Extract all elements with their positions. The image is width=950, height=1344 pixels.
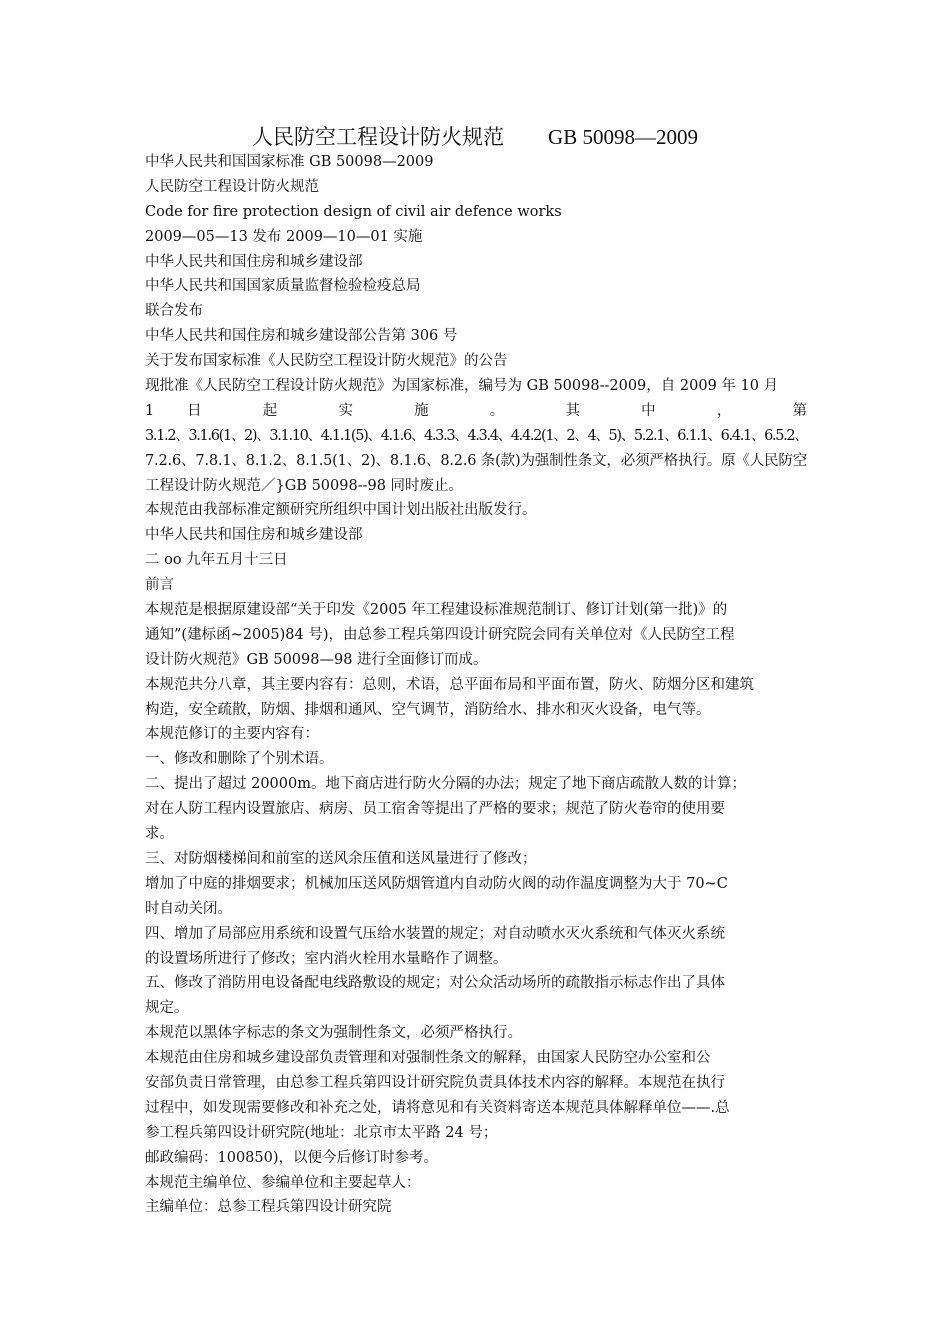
text-line: 本规范由住房和城乡建设部负责管理和对强制性条文的解释，由国家人民防空办公室和公 xyxy=(145,1050,711,1067)
document-body xyxy=(145,150,807,1220)
text-line: 二、提出了超过 20000m。地下商店进行防火分隔的办法；规定了地下商店疏散人数的计算； xyxy=(145,776,746,793)
text-line: 过程中，如发现需要修改和补充之处，请将意见和有关资料寄送本规范具体解释单位——.总 xyxy=(145,1099,730,1116)
text-line: 人民防空工程设计防火规范 xyxy=(145,178,319,195)
text-line: 本规范由我部标准定额研究所组织中国计划出版社出版发行。 xyxy=(145,502,537,519)
text-line: 7.2.6、7.8.1、8.1.2、8.1.5(1、2)、8.1.6、8.2.6 条(款)为强制性条文，必须严格执行。原《人民防空 xyxy=(145,452,807,469)
text-line: 中华人民共和国住房和城乡建设部 xyxy=(145,253,363,270)
text-line: 本规范以黑体字标志的条文为强制性条文，必须严格执行。 xyxy=(145,1025,522,1042)
title-standard-code: GB 50098—2009 xyxy=(548,125,698,149)
text-line: 中华人民共和国住房和城乡建设部 xyxy=(145,527,363,544)
text-line: 本规范主编单位、参编单位和主要起草人： xyxy=(145,1174,421,1191)
text-line: 三、对防烟楼梯间和前室的送风余压值和送风量进行了修改； xyxy=(145,850,537,867)
text-line: 参工程兵第四设计研究院(地址：北京市太平路 24 号； xyxy=(145,1124,498,1141)
text-line: 时自动关闭。 xyxy=(145,900,232,917)
text-line: 通知”(建标函~2005)84 号)，由总参工程兵第四设计研究院会同有关单位对《人民防空工程 xyxy=(145,626,735,643)
text-line: 设计防火规范》GB 50098—98 进行全面修订而成。 xyxy=(145,651,488,668)
text-line: 安部负责日常管理，由总参工程兵第四设计研究院负责具体技术内容的解释。本规范在执行 xyxy=(145,1074,725,1091)
text-line: 3.1.2、3.1.6(1、2)、3.1.10、4.1.1(5)、4.1.6、4.3.3、4.3.4、4.4.2(1、2、4、5)、5.2.1、6.1.1、6.4.1、6.5.2、 xyxy=(145,427,807,444)
text-line: 规定。 xyxy=(145,1000,189,1017)
text-line: 中华人民共和国住房和城乡建设部公告第 306 号 xyxy=(145,328,458,345)
text-line: 主编单位：总参工程兵第四设计研究院 xyxy=(145,1199,392,1216)
text-line: 的设置场所进行了修改；室内消火栓用水量略作了调整。 xyxy=(145,950,508,967)
section-heading: 前言 xyxy=(145,577,174,594)
text-line: Code for fire protection design of civil air defence works xyxy=(145,203,562,220)
text-line: 联合发布 xyxy=(145,303,203,320)
text-line: 二 oo 九年五月十三日 xyxy=(145,552,288,569)
text-line: 本规范修订的主要内容有： xyxy=(145,726,319,743)
text-line: 中华人民共和国国家标准 GB 50098—2009 xyxy=(145,154,434,170)
text-line: 对在人防工程内设置旅店、病房、员工宿舍等提出了严格的要求；规范了防火卷帘的使用要 xyxy=(145,801,725,818)
text-line: 2009—05—13 发布 2009—10—01 实施 xyxy=(145,228,423,245)
text-line: 工程设计防火规范／}GB 50098--98 同时废止。 xyxy=(145,477,464,494)
text-line: 五、修改了消防用电设备配电线路敷设的规定；对公众活动场所的疏散指示标志作出了具体 xyxy=(145,975,725,992)
text-line: 四、增加了局部应用系统和设置气压给水装置的规定；对自动喷水灭火系统和气体灭火系统 xyxy=(145,925,725,942)
text-line: 本规范是根据原建设部“关于印发《2005 年工程建设标准规范制订、修订计划(第一批)》的 xyxy=(145,602,728,619)
title-main: 人民防空工程设计防火规范 xyxy=(252,125,505,149)
text-line: 增加了中庭的排烟要求；机械加压送风防烟管道内自动防火阀的动作温度调整为大于 70~C xyxy=(145,875,728,892)
text-line: 关于发布国家标准《人民防空工程设计防火规范》的公告 xyxy=(145,353,508,370)
text-line: 现批准《人民防空工程设计防火规范》为国家标准，编号为 GB 50098--2009，自 2009 年 10 月 xyxy=(145,378,779,395)
text-line-justified: 1 日 起 实 施 。 其 中 ， 第 xyxy=(145,402,807,419)
document-title xyxy=(0,122,950,152)
text-line: 邮政编码：100850)，以便今后修订时参考。 xyxy=(145,1149,439,1166)
text-line: 构造，安全疏散，防烟、排烟和通风、空气调节，消防给水、排水和灭火设备，电气等。 xyxy=(145,701,711,718)
text-line: 一、修改和删除了个别术语。 xyxy=(145,751,334,768)
text-line: 本规范共分八章，其主要内容有：总则，术语，总平面布局和平面布置，防火、防烟分区和建筑 xyxy=(145,676,754,693)
text-line: 中华人民共和国国家质量监督检验检疫总局 xyxy=(145,278,421,295)
text-line: 求。 xyxy=(145,826,174,843)
